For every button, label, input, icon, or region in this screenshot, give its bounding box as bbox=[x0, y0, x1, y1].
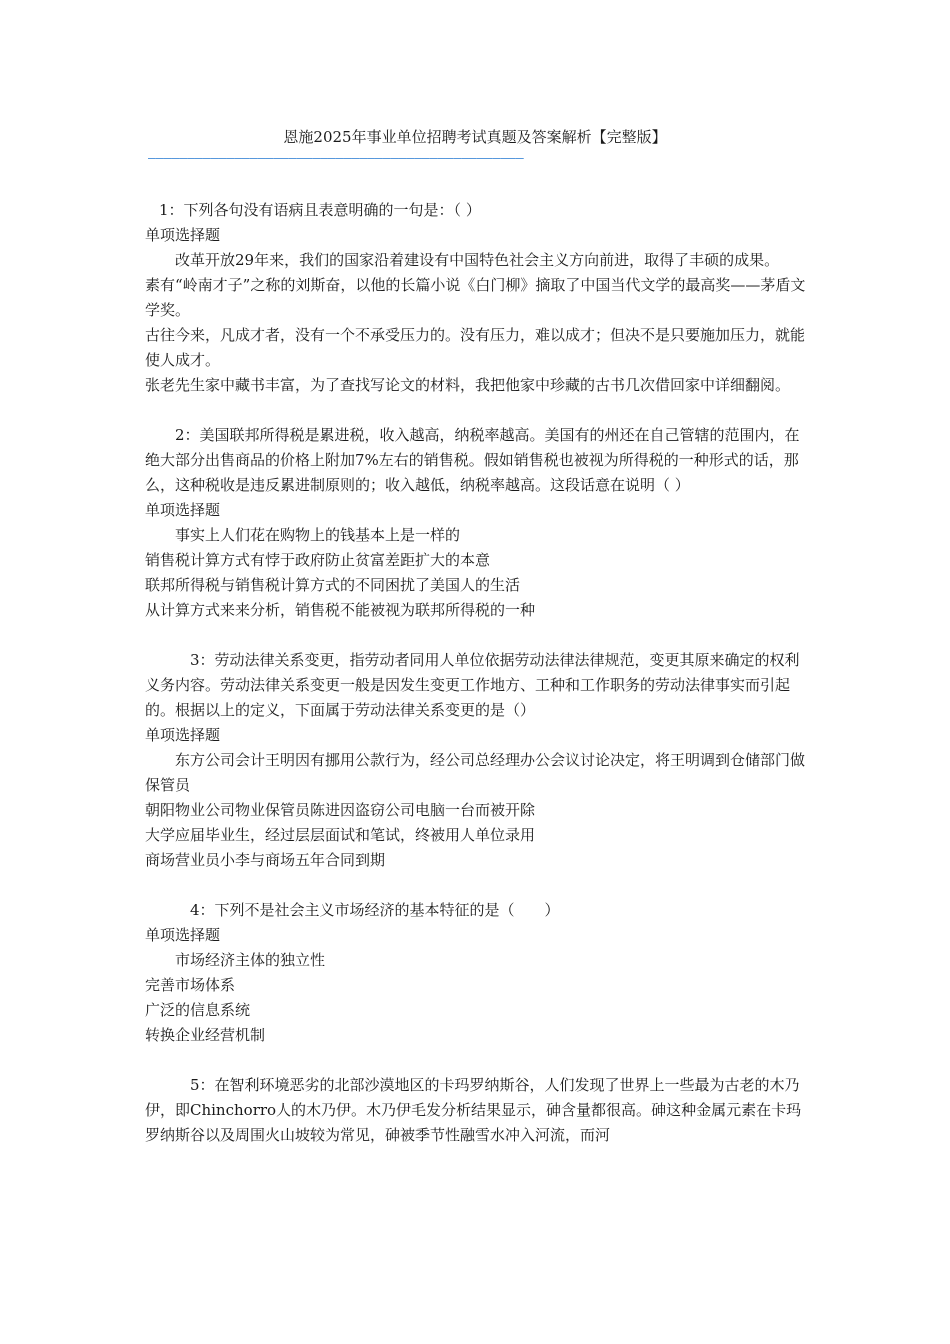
option-b: 销售税计算方式有悖于政府防止贫富差距扩大的本意 bbox=[145, 551, 491, 569]
question-3 bbox=[145, 648, 808, 873]
question-type: 单项选择题 bbox=[145, 926, 221, 944]
option-d: 转换企业经营机制 bbox=[145, 1026, 266, 1044]
question-5 bbox=[145, 1073, 808, 1148]
option-b: 完善市场体系 bbox=[145, 976, 236, 994]
document-title: 恩施2025年事业单位招聘考试真题及答案解析【完整版】 bbox=[283, 128, 667, 146]
option-a: 改革开放29年来，我们的国家沿着建设有中国特色社会主义方向前进，取得了丰硕的成果。 bbox=[175, 251, 780, 269]
question-number: 4： bbox=[190, 901, 215, 919]
option-c: 大学应届毕业生，经过层层面试和笔试，终被用人单位录用 bbox=[145, 826, 536, 844]
question-stem: 下列不是社会主义市场经济的基本特征的是（ ） bbox=[214, 901, 560, 919]
question-number: 1： bbox=[159, 201, 184, 219]
question-stem: 下列各句没有语病且表意明确的一句是：（ ） bbox=[183, 201, 481, 219]
question-type: 单项选择题 bbox=[145, 726, 221, 744]
option-d: 张老先生家中藏书丰富，为了查找写论文的材料，我把他家中珍藏的古书几次借回家中详细翻阅。 bbox=[145, 376, 791, 394]
option-a: 事实上人们花在购物上的钱基本上是一样的 bbox=[175, 526, 461, 544]
option-c: 联邦所得税与销售税计算方式的不同困扰了美国人的生活 bbox=[145, 576, 521, 594]
question-number: 5： bbox=[190, 1076, 215, 1094]
option-b: 素有“岭南才子”之称的刘斯奋，以他的长篇小说《白门柳》摘取了中国当代文学的最高奖——茅盾文学奖。 bbox=[145, 276, 806, 319]
option-c: 广泛的信息系统 bbox=[145, 1001, 251, 1019]
question-1 bbox=[145, 198, 808, 398]
question-stem: 劳动法律关系变更，指劳动者同用人单位依据劳动法律法律规范，变更其原来确定的权利义务内容。劳动法律关系变更一般是因发生变更工作地方、工种和工作职务的劳动法律事实而引起的。根据以上的定义，下面属于劳动法律关系变更的是（） bbox=[145, 651, 800, 719]
question-number: 3： bbox=[190, 651, 215, 669]
question-type: 单项选择题 bbox=[145, 501, 221, 519]
option-c: 古往今来，凡成才者，没有一个不承受压力的。没有压力，难以成才；但决不是只要施加压力，就能使人成才。 bbox=[145, 326, 806, 369]
question-stem: 美国联邦所得税是累进税，收入越高，纳税率越高。美国有的州还在自己管辖的范围内，在绝大部分出售商品的价格上附加7%左右的销售税。假如销售税也被视为所得税的一种形式的话，那么，这种税收是违反累进制原则的；收入越低，纳税率越高。这段话意在说明（ ） bbox=[145, 426, 800, 494]
question-number: 2： bbox=[175, 426, 200, 444]
option-d: 商场营业员小李与商场五年合同到期 bbox=[145, 851, 386, 869]
question-2 bbox=[145, 423, 808, 623]
option-b: 朝阳物业公司物业保管员陈进因盗窃公司电脑一台而被开除 bbox=[145, 801, 536, 819]
option-a: 东方公司会计王明因有挪用公款行为，经公司总经理办公会议讨论决定，将王明调到仓储部门做保管员 bbox=[145, 751, 806, 794]
question-type: 单项选择题 bbox=[145, 226, 221, 244]
question-list bbox=[145, 198, 808, 1173]
option-a: 市场经济主体的独立性 bbox=[175, 951, 326, 969]
question-4 bbox=[145, 898, 808, 1048]
title-divider: ———————————————————————————————————————————————— bbox=[148, 152, 524, 166]
question-stem: 在智利环境恶劣的北部沙漠地区的卡玛罗纳斯谷，人们发现了世界上一些最为古老的木乃伊，即Chinchorro人的木乃伊。木乃伊毛发分析结果显示，砷含量都很高。砷这种金属元素在卡玛罗纳斯谷以及周围火山坡较为常见，砷被季节性融雪水冲入河流，而河 bbox=[145, 1076, 802, 1144]
option-d: 从计算方式来来分析，销售税不能被视为联邦所得税的一种 bbox=[145, 601, 536, 619]
